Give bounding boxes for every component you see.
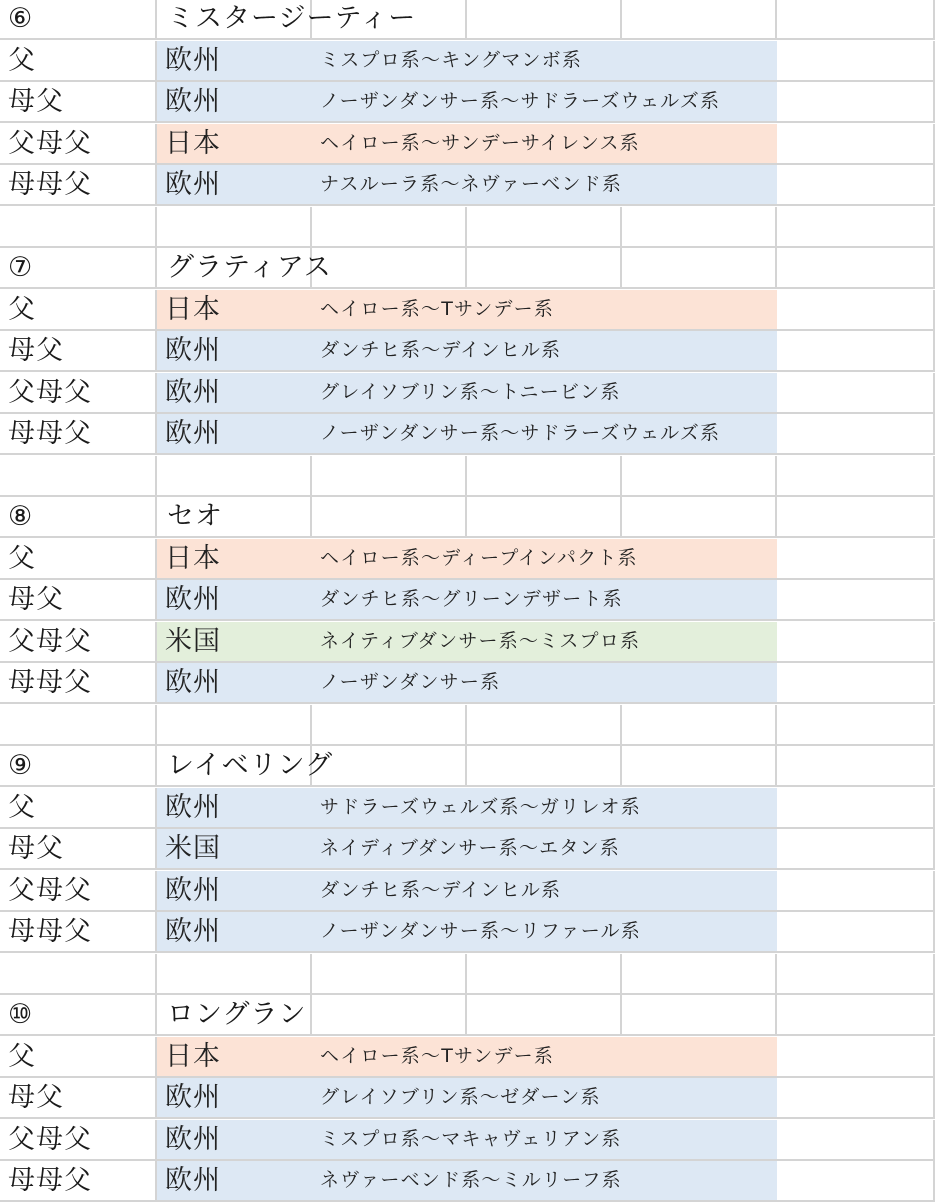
sire-line-text: ネイティブダンサー系～ミスプロ系 xyxy=(320,630,641,652)
sire-line-text: ミスプロ系～キングマンボ系 xyxy=(320,49,583,71)
horse-name: グラティアス xyxy=(167,252,332,283)
grid-cell[interactable] xyxy=(622,497,777,538)
region-label: 欧州 xyxy=(165,377,221,408)
region-label: 米国 xyxy=(165,626,221,657)
region-label: 欧州 xyxy=(165,1124,221,1155)
sire-line-text: グレイソブリン系～ゼダーン系 xyxy=(320,1086,601,1108)
sire-line-text: ヘイロー系～Tサンデー系 xyxy=(320,298,555,320)
region-label: 日本 xyxy=(165,294,221,325)
grid-cell[interactable] xyxy=(777,1120,935,1161)
region-label: 日本 xyxy=(165,128,221,159)
grid-cell[interactable] xyxy=(312,995,467,1036)
horse-name: セオ xyxy=(167,501,223,532)
grid-cell[interactable] xyxy=(467,497,622,538)
pedigree-row xyxy=(0,663,935,704)
grid-cell[interactable] xyxy=(777,165,935,206)
section-number: ⑩ xyxy=(8,999,34,1030)
grid-cell[interactable] xyxy=(467,705,622,746)
section-header-row xyxy=(0,248,935,289)
sire-line-text: ノーザンダンサー系 xyxy=(320,671,501,693)
ancestor-label: 母母父 xyxy=(8,916,92,947)
pedigree-row xyxy=(0,1120,935,1161)
pedigree-row xyxy=(0,539,935,580)
region-label: 日本 xyxy=(165,543,221,574)
section-header-row xyxy=(0,746,935,787)
pedigree-row xyxy=(0,580,935,621)
grid-cell[interactable] xyxy=(0,705,157,746)
sire-line-text: ダンチヒ系～グリーンデザート系 xyxy=(320,588,623,610)
grid-cell[interactable] xyxy=(777,580,935,621)
grid-cell[interactable] xyxy=(312,456,467,497)
section-number: ⑧ xyxy=(8,501,34,532)
sire-line-text: ノーザンダンサー系～サドラーズウェルズ系 xyxy=(320,90,721,112)
pedigree-row xyxy=(0,331,935,372)
section-number: ⑨ xyxy=(8,750,34,781)
sire-line-text: ヘイロー系～サンデーサイレンス系 xyxy=(320,132,640,154)
sire-line-text: ダンチヒ系～デインヒル系 xyxy=(320,339,562,361)
pedigree-row xyxy=(0,82,935,123)
ancestor-label: 父母父 xyxy=(8,626,92,657)
grid-cell[interactable] xyxy=(777,829,935,870)
region-label: 欧州 xyxy=(165,916,221,947)
grid-cell[interactable] xyxy=(777,1161,935,1202)
section-header-row xyxy=(0,995,935,1036)
region-label: 欧州 xyxy=(165,584,221,615)
grid-cell[interactable] xyxy=(777,539,935,580)
sire-line-text: サドラーズウェルズ系～ガリレオ系 xyxy=(320,796,641,818)
grid-cell[interactable] xyxy=(157,954,312,995)
ancestor-label: 母母父 xyxy=(8,667,92,698)
grid-cell[interactable] xyxy=(312,207,467,248)
region-label: 欧州 xyxy=(165,335,221,366)
region-label: 欧州 xyxy=(165,1165,221,1196)
grid-cell[interactable] xyxy=(0,456,157,497)
grid-cell[interactable] xyxy=(157,456,312,497)
pedigree-row xyxy=(0,1078,935,1119)
grid-cell[interactable] xyxy=(467,746,622,787)
grid-cell[interactable] xyxy=(157,705,312,746)
ancestor-label: 父母父 xyxy=(8,128,92,159)
grid-cell[interactable] xyxy=(777,746,935,787)
grid-cell[interactable] xyxy=(777,1078,935,1119)
grid-cell[interactable] xyxy=(777,497,935,538)
grid-cell[interactable] xyxy=(777,788,935,829)
blank-row xyxy=(0,207,935,248)
grid-cell[interactable] xyxy=(777,0,935,40)
grid-cell[interactable] xyxy=(777,871,935,912)
pedigree-row xyxy=(0,165,935,206)
region-label: 欧州 xyxy=(165,667,221,698)
horse-name: レイベリング xyxy=(167,750,334,781)
grid-cell[interactable] xyxy=(467,207,622,248)
region-label: 欧州 xyxy=(165,169,221,200)
grid-cell[interactable] xyxy=(777,248,935,289)
region-label: 欧州 xyxy=(165,875,221,906)
ancestor-label: 母母父 xyxy=(8,169,92,200)
sire-line-text: ヘイロー系～ディープインパクト系 xyxy=(320,547,638,569)
grid-cell[interactable] xyxy=(622,746,777,787)
region-label: 欧州 xyxy=(165,86,221,117)
grid-cell[interactable] xyxy=(467,248,622,289)
grid-cell[interactable] xyxy=(777,456,935,497)
pedigree-row xyxy=(0,373,935,414)
region-label: 欧州 xyxy=(165,1082,221,1113)
grid-cell[interactable] xyxy=(622,456,777,497)
grid-cell[interactable] xyxy=(777,373,935,414)
pedigree-row xyxy=(0,622,935,663)
sire-line-text: ヘイロー系～Tサンデー系 xyxy=(320,1045,555,1067)
pedigree-row xyxy=(0,1037,935,1078)
ancestor-label: 母父 xyxy=(8,833,64,864)
grid-cell[interactable] xyxy=(777,414,935,455)
grid-cell[interactable] xyxy=(622,705,777,746)
region-label: 米国 xyxy=(165,833,221,864)
grid-cell[interactable] xyxy=(0,207,157,248)
grid-cell[interactable] xyxy=(0,954,157,995)
grid-cell[interactable] xyxy=(622,248,777,289)
sire-line-text: ノーザンダンサー系～サドラーズウェルズ系 xyxy=(320,422,721,444)
grid-cell[interactable] xyxy=(777,207,935,248)
ancestor-label: 父 xyxy=(8,294,36,325)
grid-cell[interactable] xyxy=(777,705,935,746)
grid-cell[interactable] xyxy=(777,622,935,663)
pedigree-row xyxy=(0,788,935,829)
pedigree-row xyxy=(0,41,935,82)
ancestor-label: 父母父 xyxy=(8,1124,92,1155)
sire-line-text: ネイディブダンサー系～エタン系 xyxy=(320,837,620,859)
grid-cell[interactable] xyxy=(467,456,622,497)
section-number: ⑥ xyxy=(8,3,34,34)
pedigree-row xyxy=(0,1161,935,1202)
region-label: 欧州 xyxy=(165,418,221,449)
region-label: 日本 xyxy=(165,1041,221,1072)
grid-cell[interactable] xyxy=(777,663,935,704)
region-label: 欧州 xyxy=(165,792,221,823)
sire-line-text: ダンチヒ系～デインヒル系 xyxy=(320,879,562,901)
blank-row xyxy=(0,705,935,746)
grid-cell[interactable] xyxy=(157,207,312,248)
grid-cell[interactable] xyxy=(777,1037,935,1078)
pedigree-row xyxy=(0,290,935,331)
ancestor-label: 父母父 xyxy=(8,377,92,408)
grid-cell[interactable] xyxy=(777,82,935,123)
ancestor-label: 母父 xyxy=(8,1082,64,1113)
region-label: 欧州 xyxy=(165,45,221,76)
pedigree-row xyxy=(0,871,935,912)
ancestor-label: 母母父 xyxy=(8,418,92,449)
grid-cell[interactable] xyxy=(777,290,935,331)
grid-cell[interactable] xyxy=(777,331,935,372)
grid-cell[interactable] xyxy=(777,995,935,1036)
grid-cell[interactable] xyxy=(312,248,467,289)
ancestor-label: 父 xyxy=(8,792,36,823)
sire-line-text: ナスルーラ系～ネヴァーベンド系 xyxy=(320,173,623,195)
grid-cell[interactable] xyxy=(777,912,935,953)
grid-cell[interactable] xyxy=(777,124,935,165)
grid-cell[interactable] xyxy=(312,705,467,746)
ancestor-label: 母父 xyxy=(8,584,64,615)
section-header-row xyxy=(0,0,935,40)
pedigree-row xyxy=(0,124,935,165)
horse-name: ミスタージーティー xyxy=(167,3,417,34)
sire-line-text: ネヴァーベンド系～ミルリーフ系 xyxy=(320,1169,622,1191)
grid-cell[interactable] xyxy=(467,0,622,40)
ancestor-label: 父 xyxy=(8,1041,36,1072)
blank-row xyxy=(0,456,935,497)
grid-cell[interactable] xyxy=(312,746,467,787)
pedigree-row xyxy=(0,829,935,870)
ancestor-label: 父 xyxy=(8,45,36,76)
grid-cell[interactable] xyxy=(622,0,777,40)
ancestor-label: 父 xyxy=(8,543,36,574)
grid-cell[interactable] xyxy=(777,954,935,995)
grid-cell[interactable] xyxy=(467,995,622,1036)
section-header-row xyxy=(0,497,935,538)
blank-row xyxy=(0,954,935,995)
grid-cell[interactable] xyxy=(467,954,622,995)
ancestor-label: 母母父 xyxy=(8,1165,92,1196)
pedigree-row xyxy=(0,414,935,455)
grid-cell[interactable] xyxy=(312,497,467,538)
grid-cell[interactable] xyxy=(312,954,467,995)
grid-cell[interactable] xyxy=(777,41,935,82)
section-number: ⑦ xyxy=(8,252,34,283)
sire-line-text: ノーザンダンサー系～リファール系 xyxy=(320,920,641,942)
ancestor-label: 母父 xyxy=(8,86,64,117)
pedigree-row xyxy=(0,912,935,953)
grid-cell[interactable] xyxy=(622,207,777,248)
ancestor-label: 父母父 xyxy=(8,875,92,906)
sire-line-text: グレイソブリン系～トニービン系 xyxy=(320,381,621,403)
grid-cell[interactable] xyxy=(622,995,777,1036)
sire-line-text: ミスプロ系～マキャヴェリアン系 xyxy=(320,1128,622,1150)
horse-name: ロングラン xyxy=(167,999,307,1030)
ancestor-label: 母父 xyxy=(8,335,64,366)
grid-cell[interactable] xyxy=(622,954,777,995)
